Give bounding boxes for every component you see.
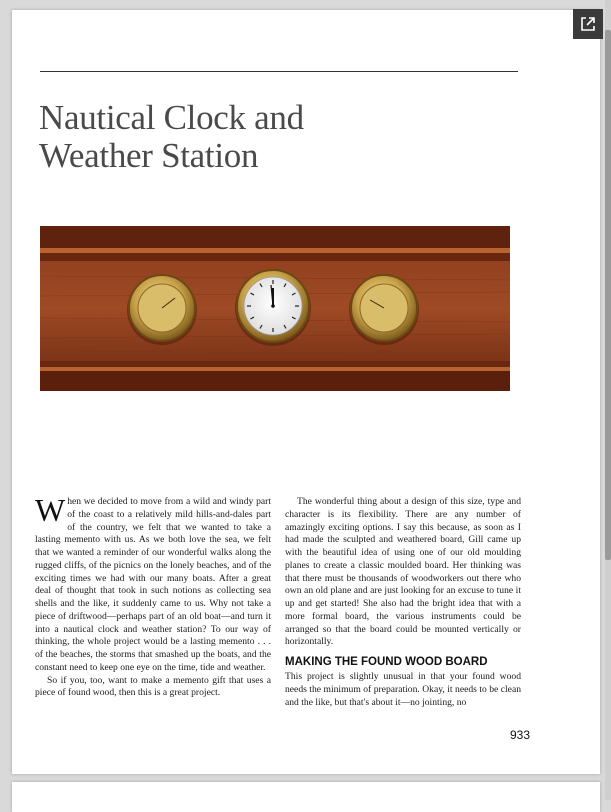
left-column [35,492,271,700]
clock-dial [235,270,311,346]
popout-button[interactable] [573,9,603,39]
scrollbar[interactable] [605,0,611,800]
page-number: 933 [510,728,531,742]
page-title [39,99,459,175]
paragraph: This project is slightly unusual in that your found wood needs the minimum of preparation. Okay, it needs to be clean and the like, but that's about it—no jointing, no [285,671,521,708]
title-line-2: Weather Station [39,136,259,176]
section-heading: MAKING THE FOUND WOOD BOARD [285,656,488,668]
title-rule [40,71,518,72]
paragraph: So if you, too, want to make a memento gift that uses a piece of found wood, then this is a great project. [35,674,271,699]
barometer-dial [349,275,419,345]
title-line-1: Nautical Clock and [39,98,304,138]
intro-paragraph: When we decided to move from a wild and windy part of the coast to a relatively mild hills-and-dales part of the country, we felt that we wanted to take a lasting memento with us. As we both love the sea, we felt that we wanted a reminder of our wonderful walks along the rugged cliffs, of the picnics on the lonely beaches, and of the exciting times we had with our many boats. After a great deal of thought that took in such notions as collecting sea shells and the like, it suddenly came to us. Why not take a piece of driftwood—perhaps part of an old boat—and turn it into a nautical clock and weather station? To our way of thinking, the whole project would be a lasting memento . . . of the beaches, the storms that smashed up the boats, and the constant need to keep one eye on the time, tide and weather. [35,492,271,673]
dropcap: W [35,492,66,528]
document-page [12,10,600,774]
external-link-icon [580,16,596,32]
right-column [285,496,521,709]
next-page [12,782,600,812]
hygrometer-dial [127,275,197,345]
clock-weather-station-photo [40,226,510,391]
paragraph: The wonderful thing about a design of this size, type and character is its flexibility. There are any number of amazingly exciting options. I say this because, as soon as I had made the sculpted and weathered board, Gill came up with the beautiful idea of using one of our old moulding planes to create a classic moulded board. Her thinking was that there must be thousands of woodworkers out there who own an old plane and are just looking for an excuse to tune it up and get started! She also had the bright idea that with a more formal board, the various instruments could be arranged so that the board could be mounted vertically or horizontally. [285,496,521,648]
scrollbar-thumb[interactable] [605,30,611,560]
